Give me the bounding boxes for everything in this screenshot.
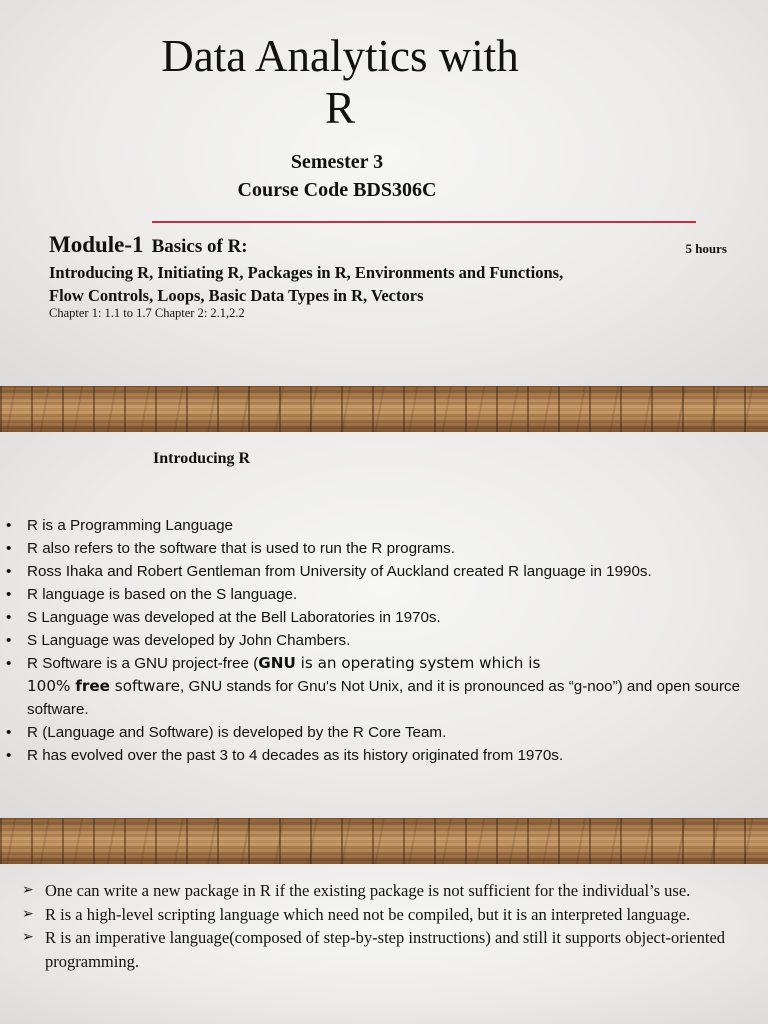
list-item: • S Language was developed at the Bell Laboratories in 1970s. (4, 606, 764, 629)
list-item: • R (Language and Software) is developed by the R Core Team. (4, 721, 764, 744)
wood-divider (0, 386, 768, 432)
list-item: ➢ R is a high-level scripting language which need not be compiled, but it is an interpreted language. (22, 903, 742, 927)
semester-label: Semester 3 (290, 151, 384, 173)
title-line-2: R (324, 83, 355, 133)
title-line-1: Data Analytics with (161, 31, 519, 81)
gnu-text-6: software (109, 677, 181, 695)
wood-divider (0, 818, 768, 864)
list-item-gnu (4, 652, 764, 721)
topics-line-2: Flow Controls, Loops, Basic Data Types in R, Vectors (49, 286, 424, 305)
divider-rule (152, 221, 696, 223)
list-item: • R language is based on the S language. (4, 583, 764, 606)
slide-title (120, 30, 560, 134)
gnu-text-4: 100% (27, 677, 76, 695)
course-info (150, 148, 524, 204)
list-item: • R also refers to the software that is used to run the R programs. (4, 537, 764, 560)
slide-heading: Introducing R (153, 450, 251, 467)
list-item: • R is a Programming Language (4, 514, 764, 537)
module-label: Module-1 (49, 232, 144, 257)
gnu-text-3: is an operating system which is (295, 654, 541, 672)
bullet-list (4, 514, 764, 767)
gnu-text-7: , GNU stands for Gnu's Not Unix, and it is pronounced as “g-noo”) and open source software. (27, 678, 741, 718)
course-code-label: Course Code BDS306C (237, 179, 437, 201)
arrow-list (22, 879, 742, 973)
gnu-text-5: free (75, 677, 110, 695)
topics-line-1: Introducing R, Initiating R, Packages in R, Environments and Functions, (49, 263, 564, 282)
title-slide (0, 0, 768, 386)
r-features-slide (0, 864, 768, 1024)
gnu-text-2: GNU (258, 654, 296, 672)
introducing-r-slide (0, 432, 768, 818)
module-name: Basics of R: (151, 236, 248, 257)
list-item: ➢ One can write a new package in R if the existing package is not sufficient for the individual’s use. (22, 879, 742, 903)
module-heading (49, 230, 248, 262)
gnu-text-1: R Software is a GNU project-free ( (27, 655, 259, 672)
list-item: • S Language was developed by John Chambers. (4, 629, 764, 652)
module-topics (49, 261, 689, 307)
list-item: • Ross Ihaka and Robert Gentleman from University of Auckland created R language in 1990s. (4, 560, 764, 583)
list-item: ➢ R is an imperative language(composed of step-by-step instructions) and still it supports object-oriented programming. (22, 926, 742, 973)
chapter-reference: Chapter 1: 1.1 to 1.7 Chapter 2: 2.1,2.2 (49, 306, 245, 320)
list-item: • R has evolved over the past 3 to 4 decades as its history originated from 1970s. (4, 744, 764, 767)
module-hours: 5 hours (685, 241, 727, 256)
